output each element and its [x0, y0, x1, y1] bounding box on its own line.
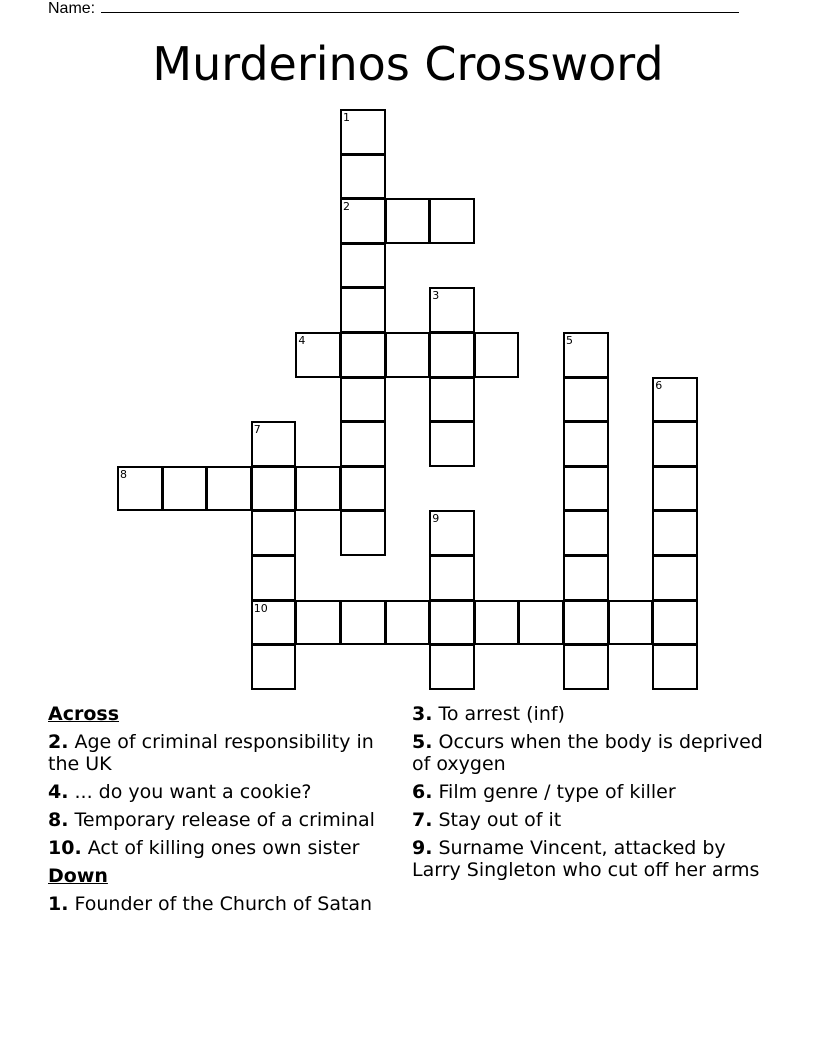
clue-text: Act of killing ones own sister [87, 837, 360, 859]
grid-cell[interactable] [429, 198, 475, 244]
clue-number: 6. [412, 781, 433, 803]
clue-number: 5. [412, 731, 433, 753]
grid-cell[interactable] [340, 198, 386, 244]
clue-down-1 [48, 893, 398, 915]
grid-cell[interactable] [206, 466, 252, 512]
grid-cell[interactable] [162, 466, 208, 512]
clue-text: Film genre / type of killer [438, 781, 676, 803]
grid-cell[interactable] [251, 421, 297, 467]
clue-across-4 [48, 781, 398, 803]
clue-text: Surname Vincent, attacked by Larry Singleton who cut off her arms [412, 837, 760, 881]
clue-down-5 [412, 731, 774, 775]
clue-number: 8. [48, 809, 69, 831]
clue-across-2 [48, 731, 398, 775]
clue-number: 10. [48, 837, 82, 859]
grid-cell[interactable] [385, 600, 431, 646]
clue-down-6 [412, 781, 774, 803]
grid-cell[interactable] [340, 287, 386, 333]
grid-cell[interactable] [340, 377, 386, 423]
grid-cell[interactable] [652, 600, 698, 646]
clue-number-label: 3 [432, 289, 440, 303]
clue-number: 2. [48, 731, 69, 753]
grid-cell[interactable] [295, 600, 341, 646]
clue-text: Founder of the Church of Satan [74, 893, 373, 915]
grid-cell[interactable] [563, 510, 609, 556]
grid-cell[interactable] [429, 555, 475, 601]
clue-down-9 [412, 837, 774, 881]
grid-cell[interactable] [429, 421, 475, 467]
across-heading: Across [48, 703, 120, 725]
grid-cell[interactable] [652, 510, 698, 556]
clue-number-label: 2 [343, 200, 350, 214]
clue-number: 9. [412, 837, 433, 859]
grid-cell[interactable] [652, 466, 698, 512]
grid-cell[interactable] [340, 332, 386, 378]
clue-number: 1. [48, 893, 69, 915]
clue-number: 7. [412, 809, 433, 831]
clue-number: 3. [412, 703, 433, 725]
clue-text: Temporary release of a criminal [74, 809, 375, 831]
grid-cell[interactable] [251, 555, 297, 601]
grid-cell[interactable] [429, 287, 475, 333]
clues-right-column [412, 703, 774, 887]
clue-number-label: 9 [432, 512, 440, 526]
grid-cell[interactable] [608, 600, 654, 646]
name-underline[interactable] [101, 0, 739, 13]
clue-text: Stay out of it [438, 809, 562, 831]
grid-cell[interactable] [340, 421, 386, 467]
name-field[interactable] [48, 0, 739, 18]
grid-cell[interactable] [295, 332, 341, 378]
clue-across-10 [48, 837, 398, 859]
grid-cell[interactable] [340, 243, 386, 289]
grid-cell[interactable] [429, 510, 475, 556]
name-label: Name: [48, 0, 96, 17]
grid-cell[interactable] [429, 600, 475, 646]
grid-cell[interactable] [340, 510, 386, 556]
grid-cell[interactable] [563, 377, 609, 423]
clue-number: 4. [48, 781, 69, 803]
grid-cell[interactable] [251, 466, 297, 512]
grid-cell[interactable] [652, 421, 698, 467]
grid-cell[interactable] [474, 600, 520, 646]
clue-number-label: 5 [566, 334, 573, 347]
clue-number-label: 8 [120, 467, 127, 481]
grid-cell[interactable] [652, 377, 698, 423]
page-title: Murderinos Crossword [152, 37, 664, 91]
grid-cell[interactable] [385, 198, 431, 244]
grid-cell[interactable] [340, 600, 386, 646]
grid-cell[interactable] [295, 466, 341, 512]
clue-across-8 [48, 809, 398, 831]
clues-left-column [48, 703, 398, 921]
clue-number-label: 7 [253, 423, 261, 437]
grid-cell[interactable] [563, 644, 609, 690]
clue-text: To arrest (inf) [438, 703, 565, 725]
clue-down-7 [412, 809, 774, 831]
grid-cell[interactable] [474, 332, 520, 378]
grid-cell[interactable] [251, 600, 297, 646]
grid-cell[interactable] [429, 377, 475, 423]
grid-cell[interactable] [563, 332, 609, 378]
clue-number-label: 1 [343, 111, 350, 124]
grid-cell[interactable] [563, 600, 609, 646]
grid-cell[interactable] [518, 600, 564, 646]
clue-text: Occurs when the body is deprived of oxygen [412, 731, 763, 775]
grid-cell[interactable] [563, 421, 609, 467]
down-heading: Down [48, 865, 108, 887]
grid-cell[interactable] [385, 332, 431, 378]
grid-cell[interactable] [340, 466, 386, 512]
grid-cell[interactable] [652, 555, 698, 601]
grid-cell[interactable] [429, 644, 475, 690]
grid-cell[interactable] [563, 466, 609, 512]
grid-cell[interactable] [429, 332, 475, 378]
grid-cell[interactable] [117, 466, 163, 512]
clue-down-3 [412, 703, 774, 725]
clue-text: Age of criminal responsibility in the UK [48, 731, 374, 775]
grid-cell[interactable] [340, 154, 386, 200]
grid-cell[interactable] [340, 109, 386, 155]
grid-cell[interactable] [251, 644, 297, 690]
grid-cell[interactable] [251, 510, 297, 556]
grid-cell[interactable] [563, 555, 609, 601]
clue-number-label: 4 [298, 334, 306, 347]
grid-cell[interactable] [652, 644, 698, 690]
clue-number-label: 10 [253, 601, 268, 615]
clue-text: ... do you want a cookie? [74, 781, 312, 803]
clue-number-label: 6 [655, 378, 663, 392]
